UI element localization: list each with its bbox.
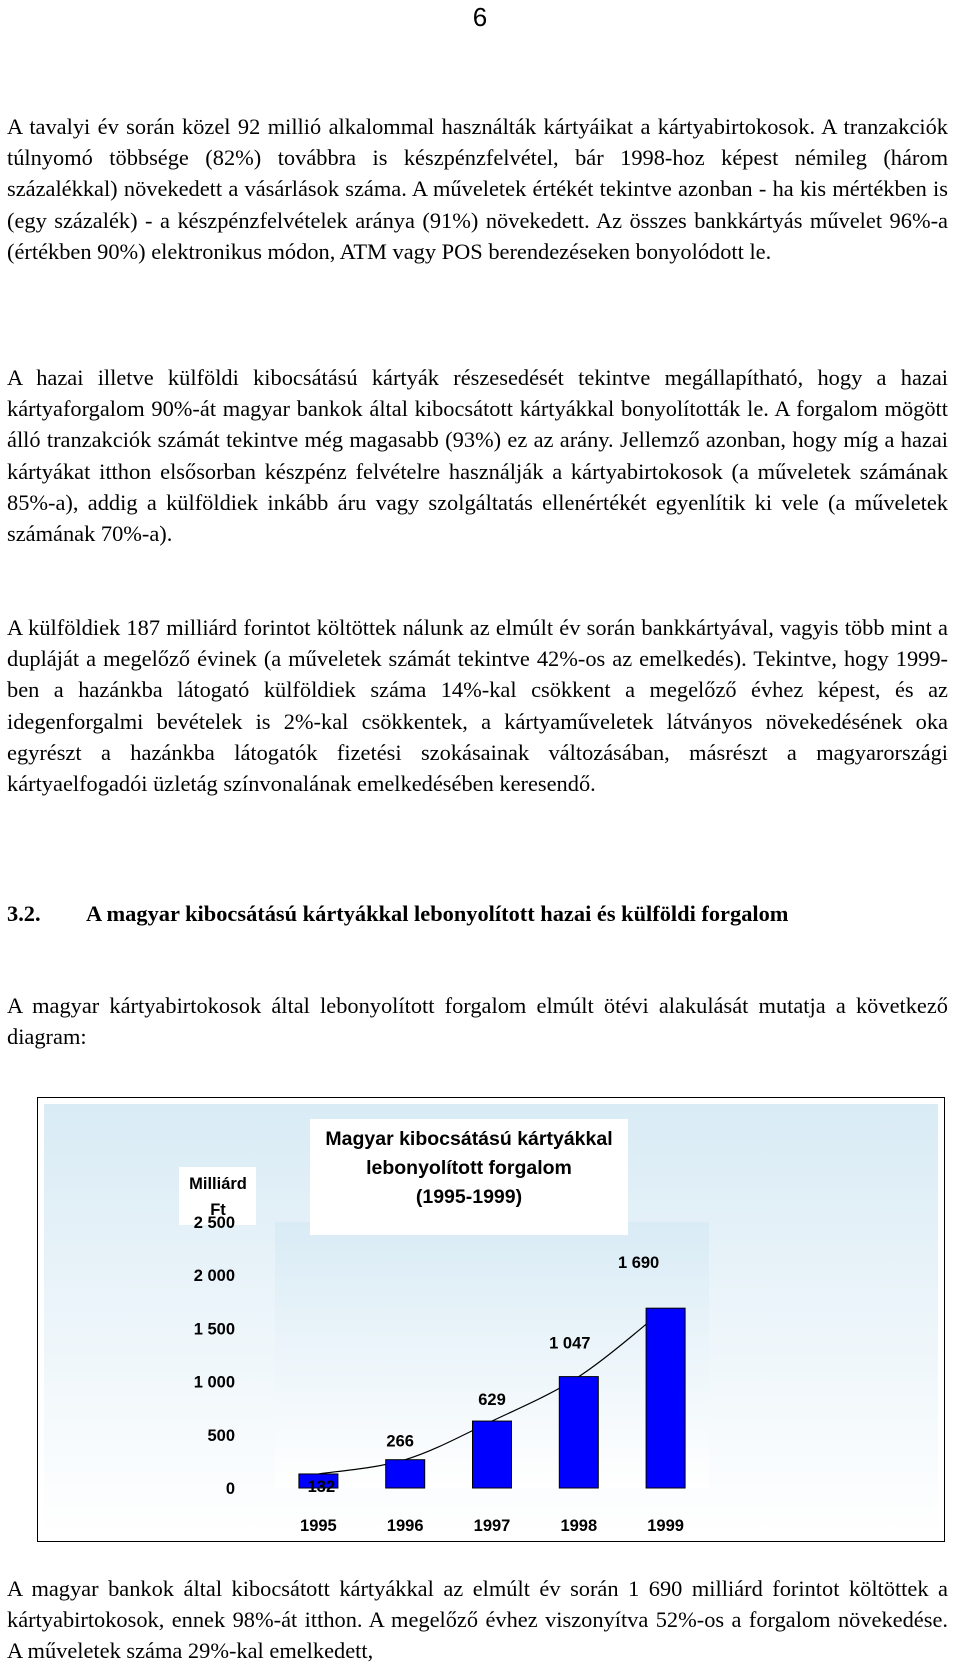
- y-axis-label-line: Ft: [210, 1201, 226, 1219]
- data-label: 266: [386, 1432, 414, 1451]
- y-tick-label: 2 500: [193, 1214, 235, 1232]
- paragraph-foreigners-spending: A külföldiek 187 milliárd forintot költöttek nálunk az elmúlt év során bankkártyával, vagyis több mint a dupláját a megelőző évinek (a műveletek számát tekintve 42%-os az emelkedés). Tekintve, hogy 1999-ben a hazánkba látogató külföldiek száma 14%-kal csökkent a megelőző évhez képest, és az idegenforgalmi bevételek is 2%-kal csökkentek, a kártyaműveletek látványos növekedésének oka egyrészt a hazánkba látogatók fizetési szokásainak változásában, másrészt a magyarországi kártyaelfogadói üzletág színvonalának emelkedésében keresendő.: [7, 615, 948, 797]
- bar-1998: [559, 1377, 598, 1488]
- y-tick-label: 500: [207, 1426, 235, 1445]
- chart-frame: [37, 1097, 945, 1542]
- section-heading: [7, 898, 948, 929]
- y-tick-label: 1 000: [193, 1373, 235, 1392]
- chart-title-line: lebonyolított forgalom: [366, 1157, 572, 1179]
- x-tick-label: 1995: [300, 1517, 337, 1535]
- section-number: 3.2.: [7, 901, 41, 926]
- bar-1997: [473, 1421, 512, 1488]
- paragraph-domestic-foreign: A hazai illetve külföldi kibocsátású kártyák részesedését tekintve megállapítható, hogy a hazai kártyaforgalom 90%-át magyar bankok által kibocsátott kártyákkal bonyolították le. A forgalom mögött álló tranzakciók számát tekintve még magasabb (93%) ez az arány. Jellemző azonban, hogy míg a hazai kártyákat itthon elsősorban készpénz felvételre használják a kártyabirtokosok (a műveletek számának 85%-a), addig a külföldiek inkább áru vagy szolgáltatás ellenértékét egyenlítik ki vele (a műveletek számának 70%-a).: [7, 365, 948, 547]
- chart-title-line: Magyar kibocsátású kártyákkal: [325, 1128, 613, 1150]
- x-tick-label: 1997: [473, 1517, 511, 1535]
- y-axis-label-line: Milliárd: [189, 1175, 247, 1193]
- bar-1996: [386, 1460, 425, 1488]
- x-tick-label: 1999: [647, 1517, 684, 1535]
- chart-title-line: (1995-1999): [415, 1186, 523, 1208]
- section-title: A magyar kibocsátású kártyákkal lebonyolított hazai és külföldi forgalom: [86, 901, 789, 926]
- paragraph-chart-intro: A magyar kártyabirtokosok által lebonyolított forgalom elmúlt ötévi alakulását mutatja a következő diagram:: [7, 993, 948, 1050]
- paragraph-closing: A magyar bankok által kibocsátott kártyákkal az elmúlt év során 1 690 milliárd forintot költöttek a kártyabirtokosok, ennek 98%-át itthon. A megelőző évhez viszonyítva 52%-os a forgalom növekedése. A műveletek száma 29%-kal emelkedett,: [7, 1576, 948, 1664]
- paragraph-card-usage: A tavalyi év során közel 92 millió alkalommal használták kártyáikat a kártyabirtokosok. A tranzakciók túlnyomó többsége (82%) továbbra is készpénzfelvétel, bár 1998-hoz képest némileg (három százalékkal) növekedett a vásárlások száma. A műveletek értékét tekintve azonban - ha kis mértékben is (egy százalék) - a készpénzfelvételek aránya (91%) növekedett. Az összes bankkártyás művelet 96%-a (értékben 90%) elektronikus módon, ATM vagy POS berendezéseken bonyolódott le.: [7, 114, 948, 264]
- bar-1999: [646, 1308, 685, 1488]
- x-tick-label: 1998: [560, 1517, 598, 1535]
- y-tick-label: 1 500: [193, 1320, 235, 1339]
- x-tick-label: 1996: [386, 1517, 424, 1535]
- bar-chart: [38, 1098, 944, 1541]
- y-tick-label: 2 000: [193, 1267, 235, 1286]
- data-label: 1 690: [617, 1254, 660, 1273]
- y-tick-label: 0: [225, 1480, 235, 1498]
- data-label: 132: [307, 1477, 336, 1496]
- page-number: 6: [472, 2, 488, 32]
- data-label: 1 047: [549, 1334, 591, 1353]
- data-label: 629: [478, 1391, 506, 1410]
